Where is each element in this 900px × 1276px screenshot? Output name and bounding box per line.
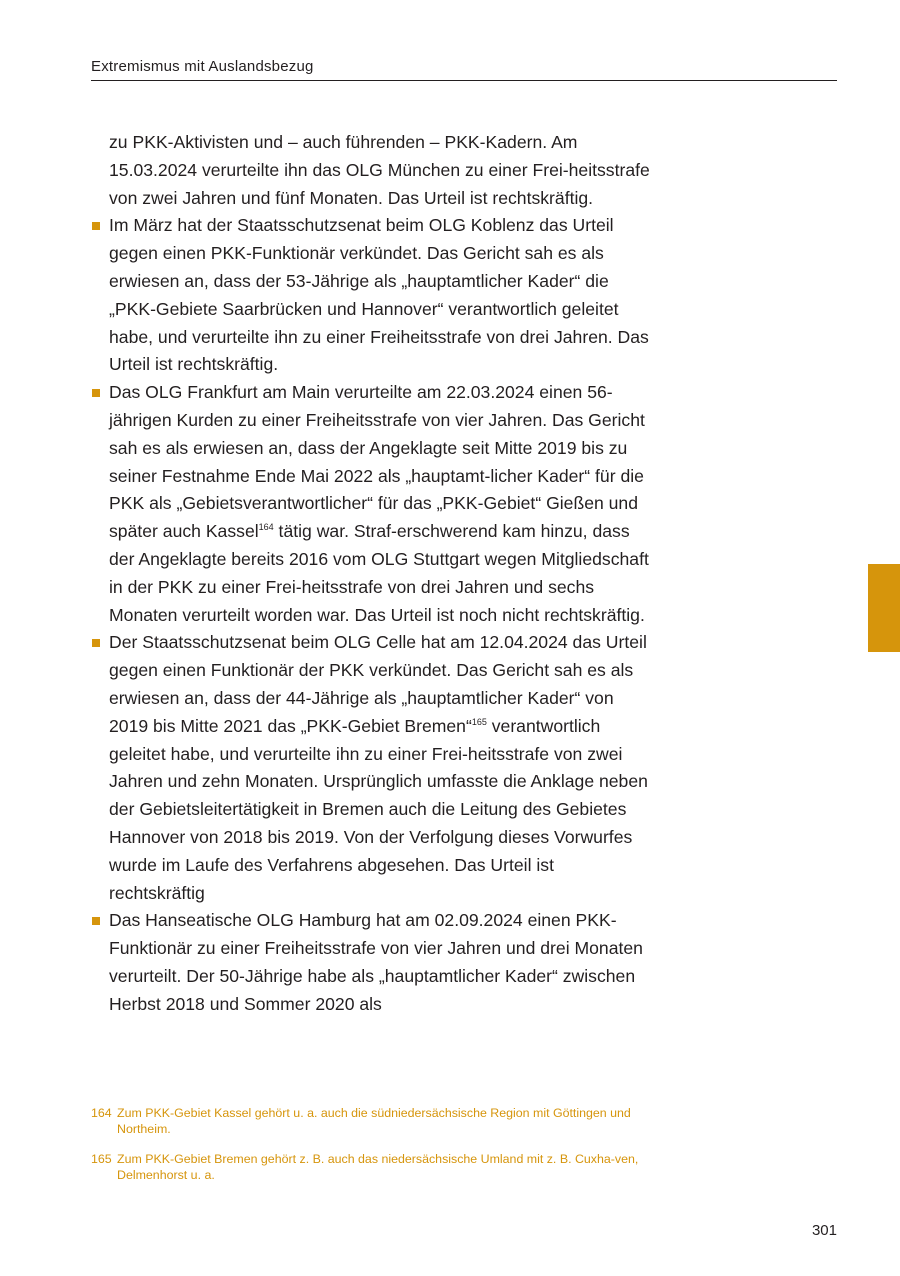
list-item	[91, 629, 651, 907]
running-header: Extremismus mit Auslandsbezug	[91, 58, 314, 75]
list-item-text: Das Hanseatische OLG Hamburg hat am 02.09.2024 einen PKK-Funktionär zu einer Freiheitsstrafe von vier Jahren und drei Monaten verurteilt. Der 50-Jährige habe als „hauptamtlicher Kader“ zwischen Herbst 2018 und Sommer 2020 als	[109, 910, 643, 1014]
footnote-164	[91, 1105, 661, 1137]
footnote-reference[interactable]: 165	[471, 716, 487, 727]
footnote-165	[91, 1151, 661, 1183]
footnote-number: 164	[91, 1106, 112, 1120]
square-bullet-icon	[92, 917, 100, 925]
footnote-text: Zum PKK-Gebiet Bremen gehört z. B. auch das niedersächsische Umland mit z. B. Cuxha-ven, Delmenhorst u. a.	[117, 1152, 639, 1182]
list-item	[91, 379, 651, 629]
list-item-text: verantwortlich geleitet habe, und verurteilte ihn zu einer Frei-heitsstrafe von zwei Jahren und zehn Monaten. Ursprünglich umfasste die Anklage neben der Gebietsleitertätigkeit in Bremen auch die Leitung des Gebietes Hannover von 2018 bis 2019. Von der Verfolgung dieses Vorwurfes wurde im Laufe des Verfahrens abgesehen. Das Urteil ist rechtskräftig	[109, 715, 648, 903]
footnotes	[91, 1105, 661, 1197]
list-item-text: tätig war. Straf-erschwerend kam hinzu, dass der Angeklagte bereits 2016 vom OLG Stuttgart wegen Mitgliedschaft in der PKK zu einer Frei-heitsstrafe von drei Jahren und sechs Monaten verurteilt worden war. Das Urteil ist noch nicht rechtskräftig.	[109, 521, 649, 625]
list-item-text: Das OLG Frankfurt am Main verurteilte am 22.03.2024 einen 56-jährigen Kurden zu einer Freiheitsstrafe von vier Jahren. Das Gericht sah es als erwiesen an, dass der Angeklagte seit Mitte 2019 bis zu seiner Festnahme Ende Mai 2022 als „hauptamt-licher Kader“ für die PKK als „Gebietsverantwortlicher“ für das „PKK-Gebiet“ Gießen und später auch Kassel	[109, 382, 645, 542]
intro-paragraph: zu PKK-Aktivisten und – auch führenden – PKK-Kadern. Am 15.03.2024 verurteilte ihn das OLG München zu einer Frei-heitsstrafe von zwei Jahren und fünf Monaten. Das Urteil ist rechtskräftig.	[109, 132, 650, 208]
page-number: 301	[811, 1222, 837, 1239]
list-item	[91, 212, 651, 379]
header-rule	[91, 80, 837, 81]
chapter-side-tab	[868, 564, 900, 652]
list-item-text: Der Staatsschutzsenat beim OLG Celle hat am 12.04.2024 das Urteil gegen einen Funktionär der PKK verkündet. Das Gericht sah es als erwiesen an, dass der 44-Jährige als „hauptamtlicher Kader“ von 2019 bis Mitte 2021 das „PKK-Gebiet Bremen“	[109, 632, 647, 736]
footnote-text: Zum PKK-Gebiet Kassel gehört u. a. auch die südniedersächsische Region mit Göttingen und Northeim.	[117, 1106, 631, 1136]
square-bullet-icon	[92, 222, 100, 230]
footnote-reference[interactable]: 164	[258, 522, 274, 533]
square-bullet-icon	[92, 639, 100, 647]
footnote-number: 165	[91, 1152, 112, 1166]
list-item-text: Im März hat der Staatsschutzsenat beim OLG Koblenz das Urteil gegen einen PKK-Funktionär verkündet. Das Gericht sah es als erwiesen an, dass der 53-Jährige als „hauptamtlicher Kader“ die „PKK-Gebiete Saarbrücken und Hannover“ verantwortlich geleitet habe, und verurteilte ihn zu einer Freiheitsstrafe von drei Jahren. Das Urteil ist rechtskräftig.	[109, 215, 649, 375]
list-item	[91, 907, 651, 1018]
body-text	[91, 129, 651, 1019]
square-bullet-icon	[92, 389, 100, 397]
